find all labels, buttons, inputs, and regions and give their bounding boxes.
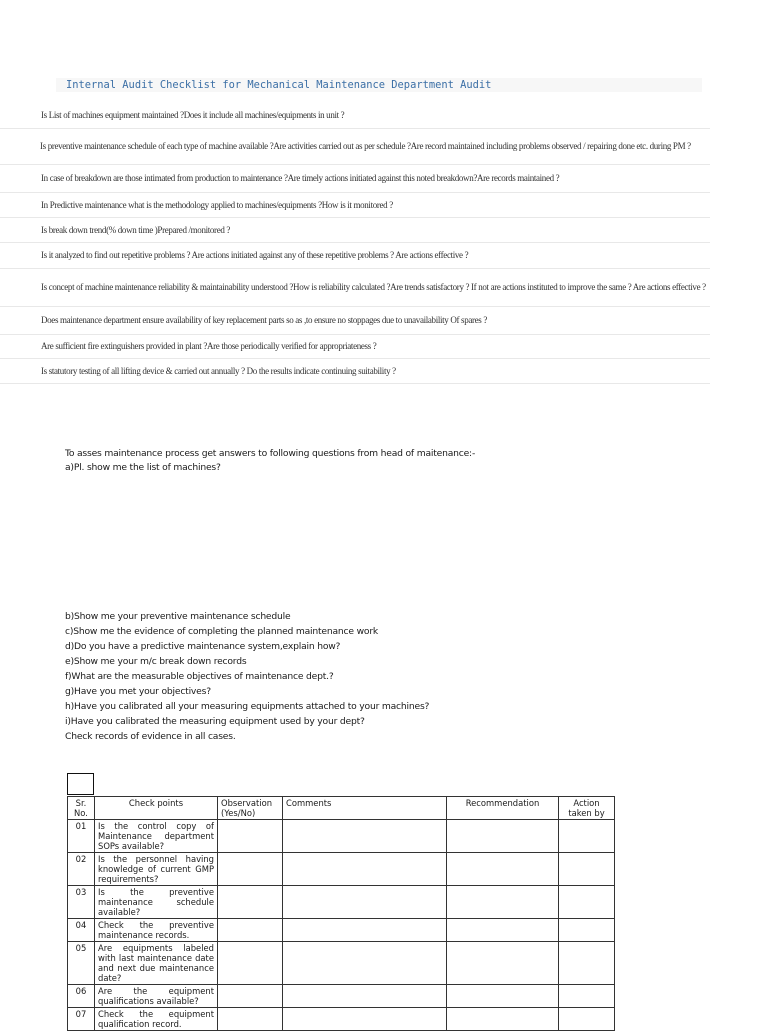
table-row [68, 942, 615, 985]
action-cell[interactable] [559, 853, 615, 886]
action-cell[interactable] [559, 1008, 615, 1031]
check-point-cell: Check the preventive maintenance records. [95, 919, 218, 942]
intro-question: a)Pl. show me the list of machines? [65, 462, 221, 473]
checklist-item: In Predictive maintenance what is the methodology applied to machines/equipments ?How is it monitored ? [0, 193, 710, 218]
action-cell[interactable] [559, 820, 615, 853]
check-point-cell: Is the control copy of Maintenance department SOPs available? [95, 820, 218, 853]
recommendation-cell[interactable] [447, 919, 559, 942]
observation-cell[interactable] [218, 985, 283, 1008]
comments-cell[interactable] [283, 853, 447, 886]
table-row [68, 886, 615, 919]
question-item: Check records of evidence in all cases. [65, 731, 236, 742]
checklist-item: Is break down trend(% down time )Prepared /monitored ? [0, 218, 710, 243]
check-point-cell: Are the equipment qualifications available? [95, 985, 218, 1008]
checklist-item: Are sufficient fire extinguishers provided in plant ?Are those periodically verified for appropriateness ? [0, 335, 710, 359]
checklist-item: Is statutory testing of all lifting device & carried out annually ? Do the results indicate continuing suitability ? [0, 359, 710, 384]
sr-cell: 07 [68, 1008, 95, 1031]
check-point-cell: Check the equipment qualification record. [95, 1008, 218, 1031]
header-check-points: Check points [95, 797, 218, 820]
header-recommendation: Recommendation [447, 797, 559, 820]
header-action-taken-by: Action taken by [559, 797, 615, 820]
observation-cell[interactable] [218, 919, 283, 942]
question-item: b)Show me your preventive maintenance schedule [65, 611, 291, 622]
header-comments: Comments [283, 797, 447, 820]
sr-cell: 05 [68, 942, 95, 985]
comments-cell[interactable] [283, 919, 447, 942]
recommendation-cell[interactable] [447, 942, 559, 985]
check-point-cell: Is the personnel having knowledge of current GMP requirements? [95, 853, 218, 886]
table-row [68, 853, 615, 886]
header-sr-no: Sr. No. [68, 797, 95, 820]
recommendation-cell[interactable] [447, 853, 559, 886]
comments-cell[interactable] [283, 820, 447, 853]
checklist-item: Is List of machines equipment maintained ?Does it include all machines/equipments in unit ? [0, 102, 710, 129]
checklist-item: Does maintenance department ensure availability of key replacement parts so as ,to ensure no stoppages due to unavailability Of spares ? [0, 307, 710, 335]
audit-table [67, 796, 615, 1031]
action-cell[interactable] [559, 886, 615, 919]
sr-cell: 01 [68, 820, 95, 853]
checklist-item: In case of breakdown are those intimated from production to maintenance ?Are timely actions initiated against this noted breakdown?Are records maintained ? [0, 165, 710, 193]
sr-cell: 06 [68, 985, 95, 1008]
sr-cell: 04 [68, 919, 95, 942]
recommendation-cell[interactable] [447, 886, 559, 919]
check-point-cell: Is the preventive maintenance schedule available? [95, 886, 218, 919]
table-row [68, 820, 615, 853]
empty-box [67, 773, 94, 795]
question-item: c)Show me the evidence of completing the planned maintenance work [65, 626, 379, 637]
checklist-item: Is concept of machine maintenance reliability & maintainability understood ?How is reliability calculated ?Are trends satisfactory ? If not are actions instituted to improve the same ? Are actions effective ? [0, 269, 710, 307]
table-row [68, 1008, 615, 1031]
intro-text [65, 447, 475, 475]
checklist-item: Is preventive maintenance schedule of each type of machine available ?Are activities carried out as per schedule ?Are record maintained including problems observed / repairing done etc. during PM ? [0, 129, 710, 165]
observation-cell[interactable] [218, 886, 283, 919]
question-item: d)Do you have a predictive maintenance system,explain how? [65, 641, 341, 652]
action-cell[interactable] [559, 985, 615, 1008]
question-item: e)Show me your m/c break down records [65, 656, 247, 667]
comments-cell[interactable] [283, 1008, 447, 1031]
audit-checklist [0, 102, 710, 384]
question-item: h)Have you calibrated all your measuring equipments attached to your machines? [65, 701, 430, 712]
table-row [68, 919, 615, 942]
recommendation-cell[interactable] [447, 820, 559, 853]
check-point-cell: Are equipments labeled with last maintenance date and next due maintenance date? [95, 942, 218, 985]
recommendation-cell[interactable] [447, 1008, 559, 1031]
sr-cell: 03 [68, 886, 95, 919]
action-cell[interactable] [559, 942, 615, 985]
table-header-row [68, 797, 615, 820]
page-title: Internal Audit Checklist for Mechanical Maintenance Department Audit [66, 79, 492, 91]
action-cell[interactable] [559, 919, 615, 942]
header-observation: Observation (Yes/No) [218, 797, 283, 820]
observation-cell[interactable] [218, 1008, 283, 1031]
table-row [68, 985, 615, 1008]
observation-cell[interactable] [218, 942, 283, 985]
intro-line: To asses maintenance process get answers to following questions from head of maitenance:- [65, 448, 476, 459]
comments-cell[interactable] [283, 942, 447, 985]
observation-cell[interactable] [218, 820, 283, 853]
question-item: f)What are the measurable objectives of maintenance dept.? [65, 671, 334, 682]
recommendation-cell[interactable] [447, 985, 559, 1008]
question-list [65, 609, 429, 744]
observation-cell[interactable] [218, 853, 283, 886]
comments-cell[interactable] [283, 985, 447, 1008]
question-item: g)Have you met your objectives? [65, 686, 211, 697]
question-item: i)Have you calibrated the measuring equipment used by your dept? [65, 716, 365, 727]
checklist-item: Is it analyzed to find out repetitive problems ? Are actions initiated against any of these repetitive problems ? Are actions effective ? [0, 243, 710, 269]
sr-cell: 02 [68, 853, 95, 886]
comments-cell[interactable] [283, 886, 447, 919]
